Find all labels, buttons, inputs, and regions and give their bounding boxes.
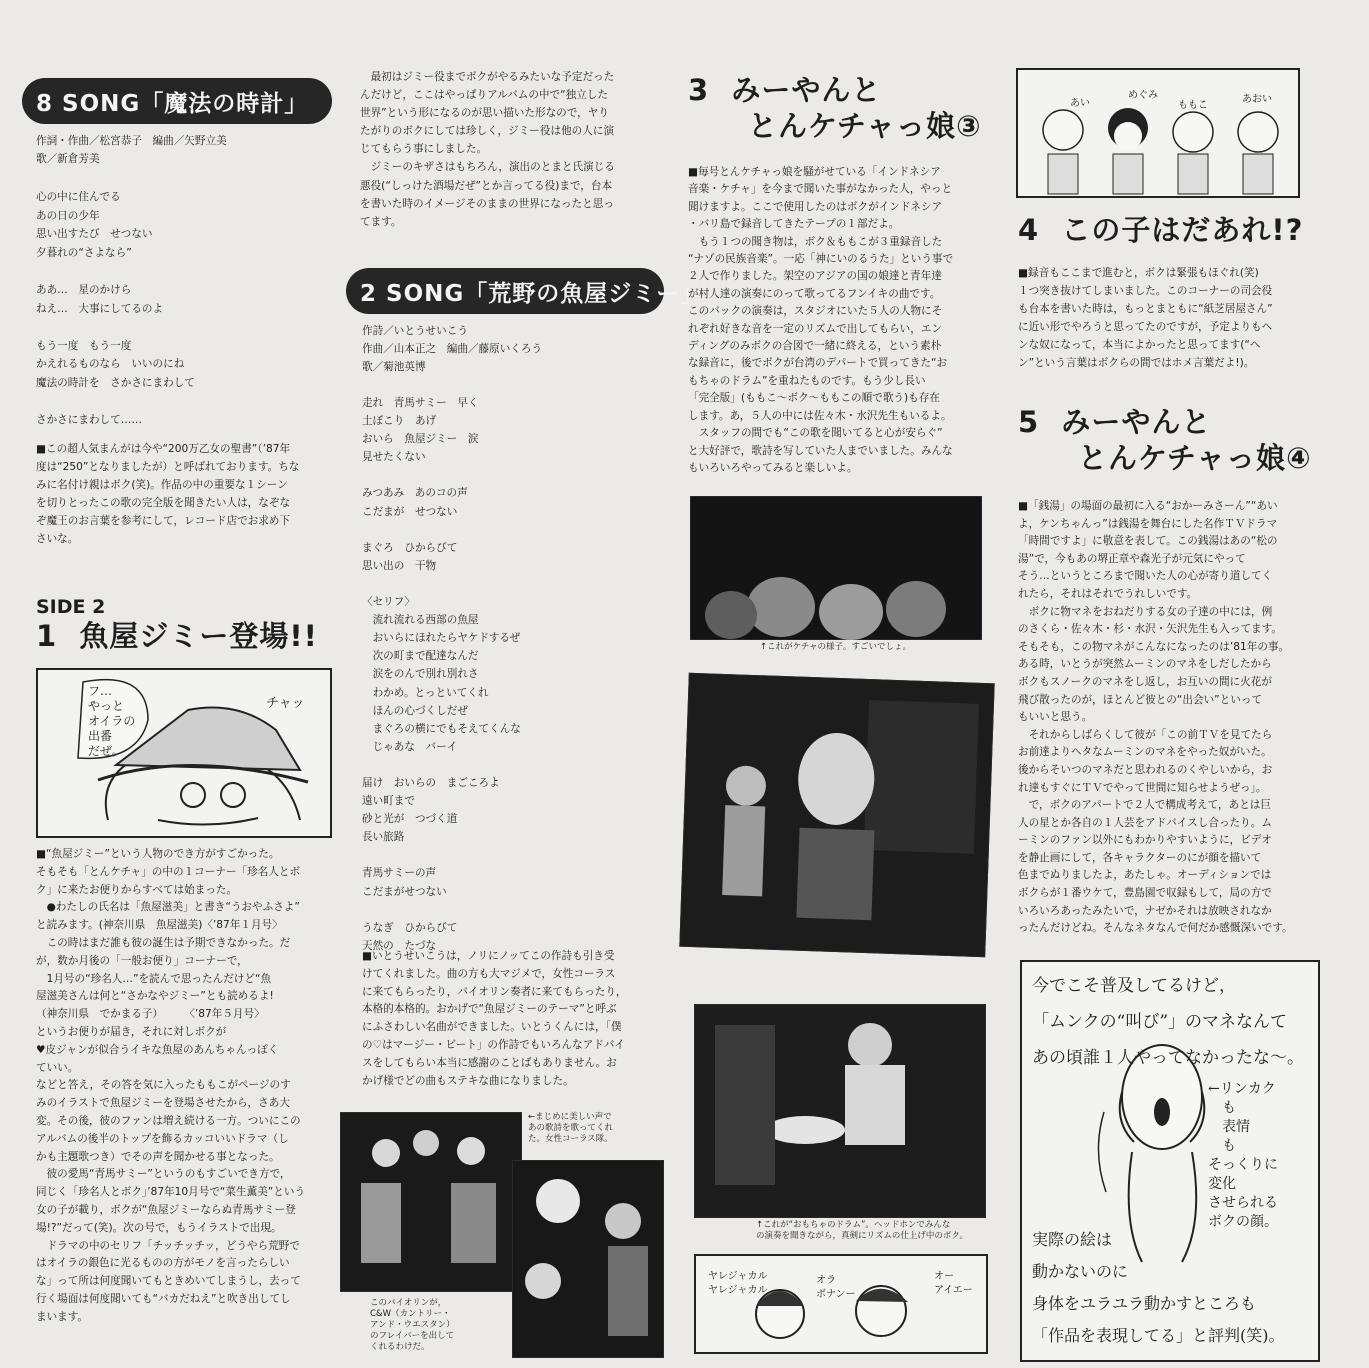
drum-photo — [694, 1004, 986, 1218]
chorus-photo-figures — [341, 1113, 521, 1291]
song8-note: ■この超人気まんがは今や“200万乙女の聖書”（’87年 度は“250”となりましたが）と呼ばれております。ちな みに名付け親はボク(笑)。作品の中の重要な１シーン を切りとったこの歌の完全版を聞きたい人は，なぞな ぞ魔王のお言葉を参考にして，レコード店でお求め下 さいな。 — [36, 443, 300, 546]
section4-heading: 4 この子はだあれ!? — [1018, 213, 1304, 247]
chorus-caption: ←まじめに美しい声で あの歌詩を歌ってくれ た。女性コーラス隊。 — [528, 1112, 614, 1144]
girls-illustration — [1018, 70, 1298, 196]
chant-cartoon — [694, 1254, 988, 1354]
studio-caption: ↑「ナゾの民族音楽」のヴォーカル重ねをする ももことボク。何を考えてんだか，この人達は。 — [751, 929, 939, 958]
song2-heading: 2 SONG「荒野の魚屋ジミー」 — [346, 268, 664, 314]
girl-name-2: めぐみ — [1128, 90, 1158, 101]
jimmy-sfx: チャッ — [266, 696, 305, 711]
song8-lyrics: 心の中に住んでる あの日の少年 思い出すたび せつない 夕暮れの“さよなら” ああ… 星のかけら ねえ… 大事にしてるのよ もう一度 もう一度 かえれるものなら いいのにね 魔法の時計を さかさにまわして さかさにまわして…… — [36, 191, 195, 427]
song8-heading: 8 SONG「魔法の時計」 — [22, 78, 332, 124]
song2-note: ■いとうせいこうは，ノリにノッてこの作詩も引き受 けてくれました。曲の方も大マジメで，女性コーラス に来てもらったり，バイオリン奏者に来てもらったり， 本格的本格的。おかげで“魚屋ジミーのテーマ”と呼ぶ にふさわしい名曲ができました。いとうくんには，「僕 の♡はマージー・ビート」の作詩でもいろんなアドバイ スをしてもらい本当に感謝のことばもありません。お かげ様でどの曲もステキな曲になりました。 — [362, 950, 627, 1087]
girl-name-3: ももこ — [1178, 100, 1208, 111]
jimmy-body: ■“魚屋ジミー”という人物のでき方がすごかった。 そもそも「とんケチャ」の中の１コーナー「珍名人とボ ク」に来たお便りからすべては始まった。 ●わたしの氏名は「魚屋滋美」と書き“うおやふさよ” と読みます。(神奈川県 魚屋滋美)〈’87年１月号〉 この時はまだ誰も彼の誕生は予期できなかった。だ が，数か月後の「一般お便り」コーナーで， 1月号の“珍名人…”を読んで思ったんだけど“魚 屋滋美さんは何と“さかなやジミー”とも読めるよ! （神奈川県 でかまる子） 〈’87年５月号〉 というお便りが届き，それに対しボクが ♥皮ジャンが似合うイキな魚屋のあんちゃんっぽく ていい。 などと答え，その答を気に入ったももこがページのす みのイラストで魚屋ジミーを登場させたから，さあ大 変。その後，彼のファンは増え続ける一方。ついにこの アルバムの後半のトップを飾るカッコいいドラマ（し かも主題歌つき）でその声を聞かせる事となった。 彼の愛馬“青馬サミー”というのもすごいでき方で， 同じく「珍名人とボク」’87年10月号で“菜生薫美”という 女の子が載り，ボクが“魚屋ジミーならぬ青馬サミー登 場!?”だって(笑)。次の号で，もうイラストで出現。 ドラマの中のセリフ「チッチッチッ，どうやら荒野で はオイラの銀色に光るものの方がモノを言ったらしい な」って所は何度聞いてもときめいてしまうし，去って 行く場面は何度聞いても“バカだねえ”と吹き出してし まいます。 — [36, 848, 306, 1323]
kecak-photo — [690, 496, 982, 640]
girl-name-1: あい — [1070, 98, 1090, 109]
violinist-photo — [512, 1160, 664, 1358]
side-label: SIDE 2 — [36, 596, 106, 618]
kecak-figures — [691, 497, 981, 639]
song2-credits: 作詩／いとうせいこう 作曲／山本正之 編曲／藤原いくろう 歌／菊池英博 — [362, 325, 543, 374]
side2-heading: 1 魚屋ジミー登場!! — [36, 619, 318, 653]
drum-caption: ↑これが“おもちゃのドラム”。ヘッドホンでみんな の演奏を聞きながら，真剣にリズムの仕上げ中のボク。 — [756, 1220, 968, 1241]
section5-heading: 5 みーやんと とんケチャっ娘④ — [1018, 405, 1312, 475]
munch-cartoon — [1020, 960, 1320, 1362]
studio-figures — [680, 674, 993, 956]
chant-left: ヤレジャカル ヤレジャカル — [708, 1271, 768, 1296]
song8-credits: 作詞・作曲／松宮恭子 編曲／矢野立美 歌／新倉芳美 — [36, 135, 227, 166]
violin-caption: このバイオリンが， C&W（カントリー・ アンド・ウエスタン） のフレイバーを出して くれるわけだ。 — [370, 1298, 455, 1352]
kecak-caption: ↑これがケチャの様子。すごいでしょ。 — [760, 642, 912, 652]
chant-right: オー アイエー — [934, 1271, 973, 1296]
song2-lyrics: 走れ 青馬サミー 早く 土ぼこり あげ おいら 魚屋ジミー 涙 見せたくない みつあみ あのコの声 こだまが せつない まぐろ ひからびて 思い出の 干物 〈セリフ〉 流れ流れる西部の魚屋 おいらにほれたらヤケドするぜ 次の町まで配達なんだ 涙をのんで別れ別れさ わかめ。とっといてくれ ほんの心づくしだぜ まぐろの横にでもそえてくんな じゃあな バーイ 届け おいらの まごころよ 遠い町まで 砂と光が つづく道 長い旅路 青馬サミーの声 こだまがせつない うなぎ ひからびて 天然の たづな — [362, 397, 521, 952]
chant-mid: オラ ボナンー — [816, 1275, 856, 1300]
girl-name-4: あおい — [1242, 94, 1272, 105]
chorus-violin-photo — [340, 1112, 522, 1292]
girls-cartoon — [1016, 68, 1300, 198]
munch-note: ←リンカク も 表情 も そっくりに 変化 させられる ボクの顔。 — [1208, 1081, 1278, 1230]
studio-photo — [679, 673, 994, 958]
section3-body: ■毎号とんケチャっ娘を騒がせている「インドネシア 音楽・ケチャ」を今まで聞いた事がなかった人，やっと 聞けますよ。ここで使用したのはボクがインドネシア ・バリ島で録音してきたテープの１部だよ。 もう１つの聞き物は，ボク＆ももこが３重録音した “ナゾの民族音楽”。一応「神にいのるうた」という事で ２人で作りました。架空のアジアの国の娘達と青年達 が村人達の演奏にのって歌ってるフンイキの曲です。 このバックの演奏は，スタジオにいた５人の人物にそ れぞれ好きな音を一定のリズムで出してもらい，エン ディングのみボクの合図で一緒に終える，という素朴 な録音に，後でボクが台湾のデパートで買ってきた“お もちゃのドラム”を重ねたものです。もう少し長い 「完全版」(ももこ〜ボク〜ももこの順で歌う)も存在 します。あ，５人の中には佐々木・水沢先生もいるよ。 スタッフの間でも“この歌を聞いてると心が安らぐ” と大好評で，歌詩を写していた人までいました。みんな もいろいろやってみると楽しいよ。 — [688, 166, 954, 474]
col2-intro: 最初はジミー役までボクがやるみたいな予定だった んだけど，ここはやっぱりアルバムの中で“独立した 世界”という形になるのが思い描いた形なので，ヤり たがりのボクにしては珍しく，ジミー役は他の人に演 じてもらう事にしました。 ジミーのキザさはもちろん，演出のとまと氏演じる 悪役(“しっけた酒場だぜ”とか言ってる役)まで，台本 を書いた時のイメージそのままの世界になったと思っ てます。 — [360, 71, 615, 228]
section3-heading: 3 みーやんと とんケチャっ娘③ — [688, 73, 982, 143]
munch-bottom: 実際の絵は 動かないのに 身体をユラユラ動かすところも 「作品を表現してる」と評判(笑)。 — [1032, 1230, 1285, 1345]
munch-text: 今でこそ普及してるけど， 「ムンクの“叫び”」のマネなんて あの頃誰１人やってなかったな〜。 — [1032, 976, 1304, 1068]
section4-body: ■録音もここまで進むと，ボクは緊張もほぐれ(笑) １つ突き抜けてしまいました。このコーナーの司会役 も台本を書いた時は，もっとまともに“紙芝居屋さん” に近い形でやろうと思ってたのですが，予定よりもヘ ンな奴になって，本当によかったと思ってます(“ヘ ン”という言葉はボクらの間ではホメ言葉だよ!)。 — [1018, 267, 1273, 370]
drum-figures — [695, 1005, 985, 1217]
section5-body: ■「銭湯」の場面の最初に入る“おかーみさーん”“あい よ，ケンちゃんっ”は銭湯を舞台にした名作ＴＶドラマ 「時間ですよ」に敬意を表して。この銭湯はあの“松の 湯”で，今もあの堺正章や森光子が元気にやって そう…というところまで聞いた人の心が寄り道してく れたら，それはそれでうれしいです。 ボクに物マネをおねだりする女の子達の中には，例 のさくら・佐々木・杉・水沢・矢沢先生も入ってます。 そもそも，この物マネがこんなになったのは’81年の事。 ある時，いとうが突然ムーミンのマネをしだしたから ボクもスノークのマネをし返し，お互いの間に火花が 飛び散ったのが，ほとんど彼との“出会い”といって もいいと思う。 それからしばらくして彼が「この前ＴＶを見てたら お前達よりヘタなムーミンのマネをやった奴がいた。 後からそいつのマネだと思われるのくやしいから，お れ達もすぐにＴＶでやって世間に知らせようぜっ」。 で，ボクのアパートで２人で構成考えて，あとは巨 人の星とか各自の１人芸をアドバイスし合ったり。ム ーミンのファン以外にもわかりやすいように，ビデオ を静止画にして，各キャラクターのにが顔を描いて 色までぬりましたよ，あたしゃ。オーディションでは ボクらが１番ウケて，豊島園で収録もして，局の方で いろいろあったみたいで，ナゼかそれは放映されなか ったんだけどね。そんなネタなんで何だか感慨深いです。 — [1018, 500, 1293, 935]
jimmy-cartoon — [36, 668, 332, 838]
jimmy-bubble-text: フ… やっと オイラの 出番 だぜ。 — [88, 684, 136, 758]
violinist-figure — [513, 1161, 663, 1357]
